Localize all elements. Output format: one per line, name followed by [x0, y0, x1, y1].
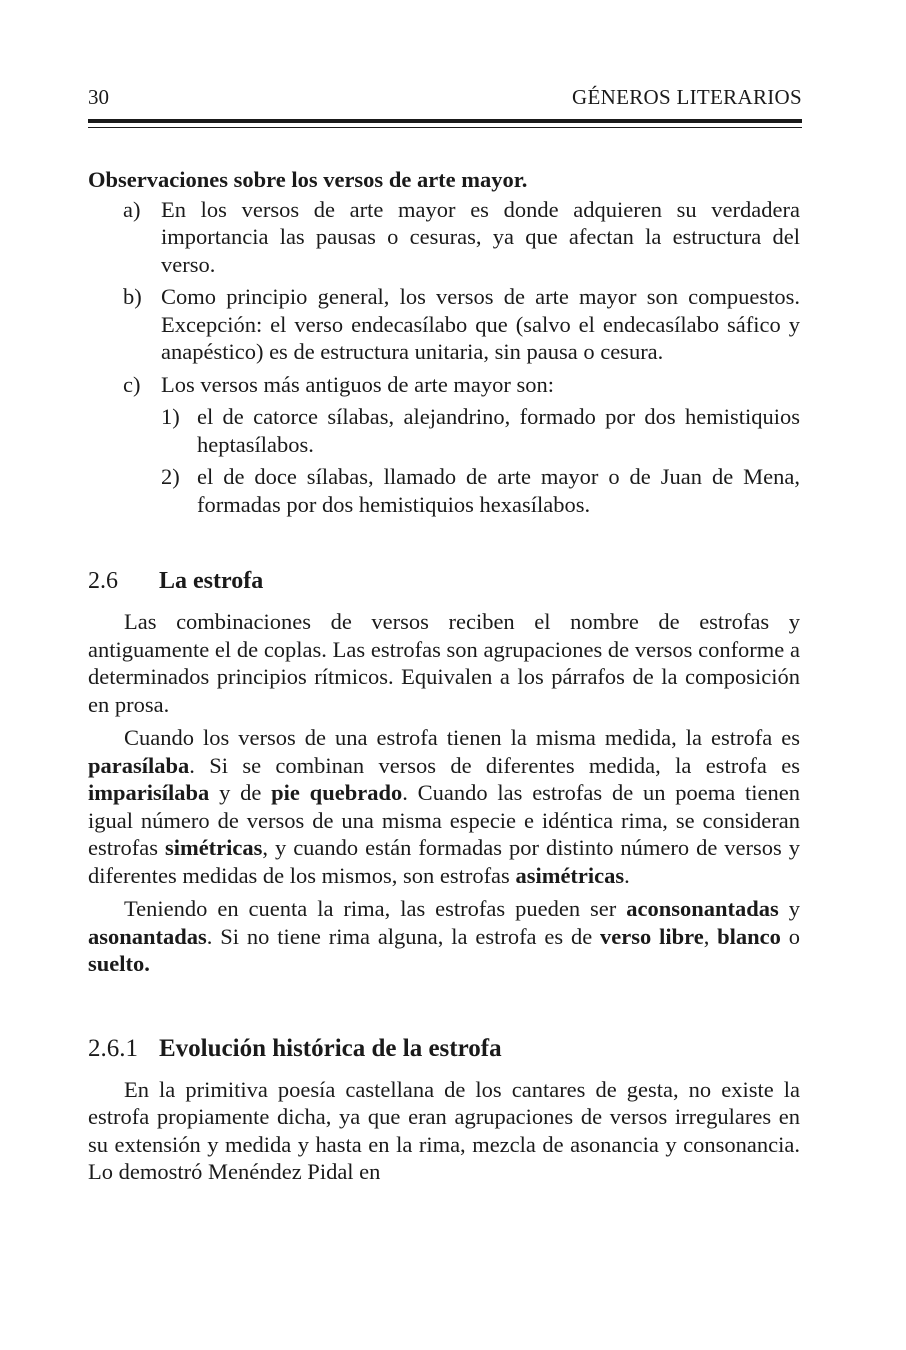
text-run: o — [780, 923, 801, 949]
section-heading-2-6 — [88, 566, 800, 596]
text-run: . Si se combinan versos de diferentes medida, la estrofa es — [189, 752, 800, 778]
list-item-c — [88, 371, 800, 399]
bold-term: asimétricas — [515, 862, 625, 888]
section-title: La estrofa — [159, 568, 264, 594]
bold-term: asonantadas — [88, 923, 207, 949]
page-body — [88, 166, 800, 1192]
text-run: Cuando los versos de una estrofa tienen la misma medida, la estrofa es — [124, 725, 800, 750]
section-heading-2-6-1 — [88, 1034, 800, 1064]
bold-term: simétricas — [164, 835, 263, 860]
text-run: , — [703, 923, 718, 949]
text-run: Teniendo en cuenta la rima, las estrofas pueden ser — [124, 896, 627, 921]
list-text: En los versos de arte mayor es donde adquieren su verdadera importancia las pausas o cesuras, ya que afectan la estructura del verso. — [161, 196, 800, 277]
paragraph: Las combinaciones de versos reciben el nombre de estrofas y antiguamente el de coplas. Las estrofas son agrupaciones de versos conforme a determinados principios rítmicos. Equivalen a los párrafos de la composición en prosa. — [88, 609, 800, 717]
running-title: GÉNEROS LITERARIOS — [572, 85, 802, 109]
section-title: Evolución histórica de la estrofa — [159, 1034, 502, 1062]
page-number: 30 — [88, 85, 109, 109]
text-run: y de — [209, 780, 272, 805]
list-label: b) — [123, 284, 142, 309]
bold-term: aconsonantadas — [626, 896, 779, 921]
text-run: y — [778, 896, 800, 921]
text-run: , y cuando están formadas por distinto número de versos y diferentes medidas de los mismos, son estrofas — [88, 835, 800, 888]
list-label: a) — [123, 196, 141, 222]
header-rule-thin — [88, 127, 802, 128]
list-item-b — [88, 283, 800, 366]
sublist-item-2 — [88, 463, 800, 518]
section-number: 2.6 — [88, 568, 118, 594]
sublist-text: el de doce sílabas, llamado de arte mayor o de Juan de Mena, formadas por dos hemistiquios hexasílabos. — [197, 464, 800, 517]
text-run: . Cuando las estrofas de un poema tienen igual número de versos de una misma especie e idéntica rima, se consideran estrofas — [88, 780, 800, 860]
list-text: Los versos más antiguos de arte mayor son: — [161, 371, 555, 397]
bold-term: verso libre — [600, 923, 704, 949]
list-text: Como principio general, los versos de arte mayor son compuestos. Excepción: el verso endecasílabo que (salvo el endecasílabo sáfico y anapéstico) es de estructura unitaria, sin pausa o cesura. — [161, 284, 800, 364]
observations-heading: Observaciones sobre los versos de arte mayor. — [88, 167, 528, 192]
header-rule-thick — [88, 119, 802, 123]
paragraph — [88, 895, 800, 978]
bold-term: parasílaba — [88, 752, 190, 778]
bold-term: imparisílaba — [88, 780, 210, 805]
bold-term: pie quebrado — [271, 780, 403, 805]
bold-term: blanco — [717, 923, 781, 949]
list-label: c) — [123, 371, 141, 397]
text-run: . Si no tiene rima alguna, la estrofa es de — [206, 923, 601, 949]
sublist-label: 2) — [161, 464, 180, 489]
list-item-a — [88, 196, 800, 279]
sublist-item-1 — [88, 403, 800, 458]
paragraph: En la primitiva poesía castellana de los cantares de gesta, no existe la estrofa propiamente dicha, ya que eran agrupaciones de versos irregulares en su extensión y medida y hasta en la rima, mezcla de asonancia y consonancia. Lo demostró Menéndez Pidal en — [88, 1076, 800, 1184]
section-number: 2.6.1 — [88, 1034, 138, 1062]
bold-term: suelto. — [88, 951, 150, 976]
sublist-label: 1) — [161, 404, 180, 429]
paragraph — [88, 724, 800, 889]
text-run: . — [624, 862, 630, 888]
sublist-text: el de catorce sílabas, alejandrino, formado por dos hemistiquios heptasílabos. — [197, 404, 800, 457]
